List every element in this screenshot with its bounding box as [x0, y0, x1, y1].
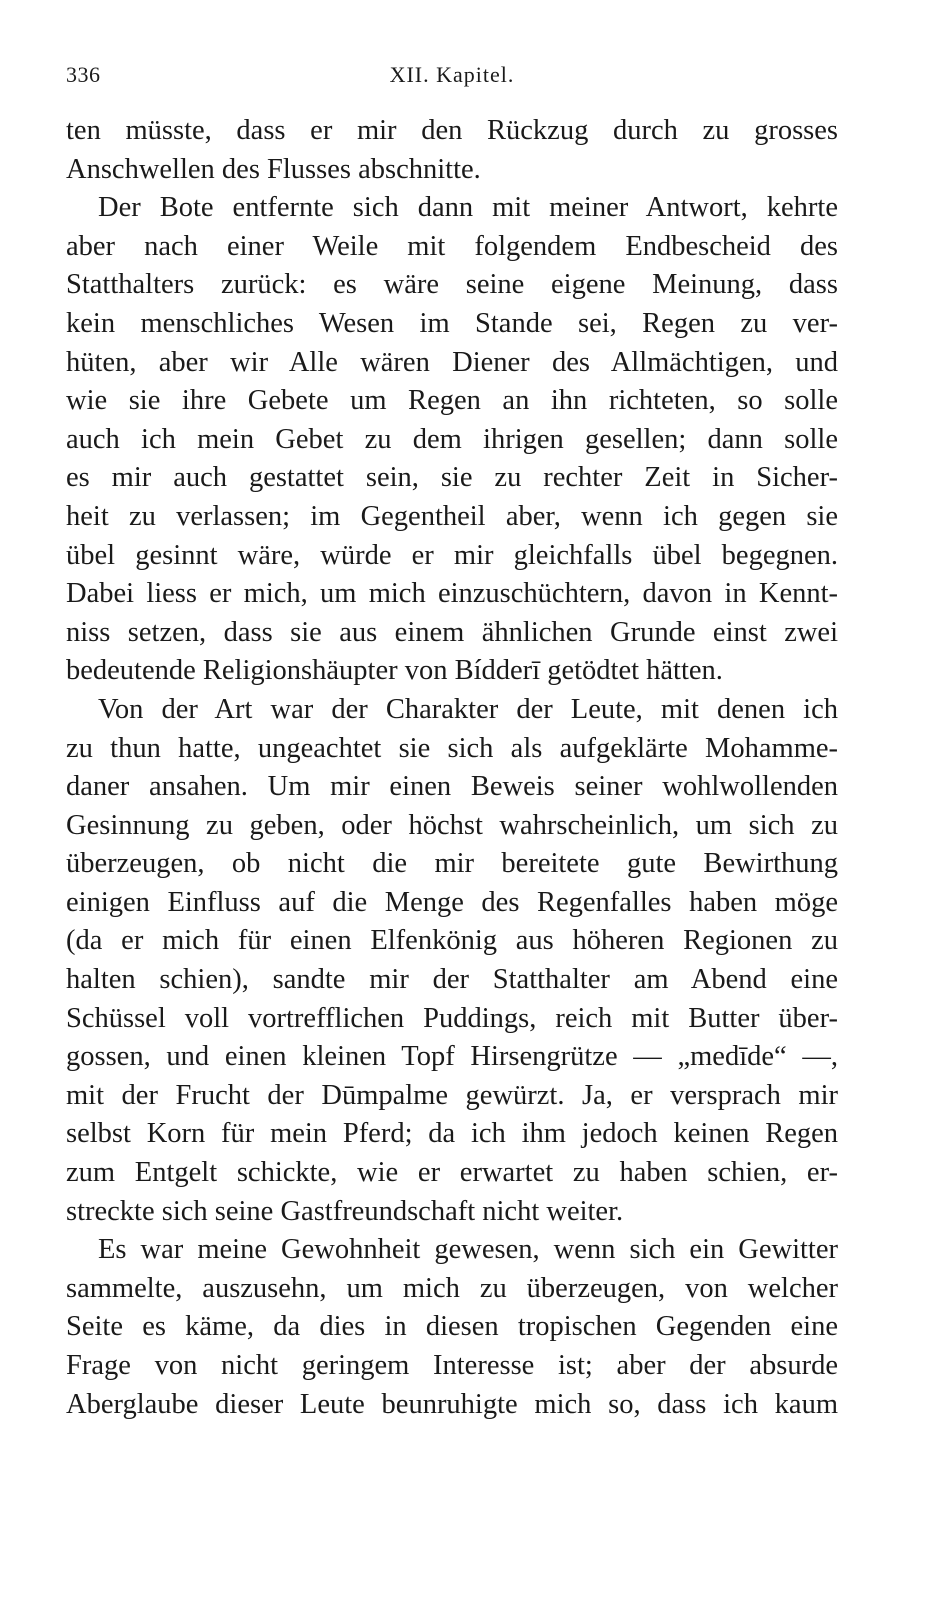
text-line: Frage von nicht geringem Interesse ist; aber der absurde: [66, 1350, 838, 1381]
text-line: ten müsste, dass er mir den Rückzug durch zu grosses: [66, 115, 838, 146]
text-line: es mir auch gestattet sein, sie zu rechter Zeit in Sicher-: [66, 462, 838, 494]
text-line: heit zu verlassen; im Gegentheil aber, wenn ich gegen sie: [66, 500, 838, 532]
text-line: mit der Frucht der Dūmpalme gewürzt. Ja, er versprach mir: [66, 1079, 838, 1111]
text-line: übel gesinnt wäre, würde er mir gleichfalls übel begegnen.: [66, 539, 838, 571]
text-line: (da er mich für einen Elfenkönig aus höheren Regionen zu: [66, 925, 838, 957]
body-text: [66, 112, 838, 1424]
text-line: niss setzen, dass sie aus einem ähnlichen Grunde einst zwei: [66, 616, 838, 648]
running-header: [66, 62, 838, 92]
paragraph: [66, 691, 838, 1231]
text-line: Seite es käme, da dies in diesen tropischen Gegenden eine: [66, 1311, 838, 1343]
text-line: Der Bote entfernte sich dann mit meiner Antwort, kehrte: [98, 192, 838, 224]
text-line: gossen, und einen kleinen Topf Hirsengrütze — „medīde“ —,: [66, 1041, 838, 1073]
page-number: 336: [66, 62, 101, 87]
text-line: halten schien), sandte mir der Statthalter am Abend eine: [66, 964, 838, 996]
text-line: aber nach einer Weile mit folgendem Endbescheid des: [66, 230, 838, 262]
text-line: zu thun hatte, ungeachtet sie sich als aufgeklärte Mohamme-: [66, 732, 838, 764]
text-line: Aberglaube dieser Leute beunruhigte mich so, dass ich kaum: [66, 1388, 838, 1420]
text-line: Es war meine Gewohnheit gewesen, wenn sich ein Gewitter: [98, 1234, 838, 1266]
text-line: Anschwellen des Flusses abschnitte.: [66, 153, 481, 185]
text-line: auch ich mein Gebet zu dem ihrigen gesellen; dann solle: [66, 423, 838, 455]
text-line: Gesinnung zu geben, oder höchst wahrscheinlich, um sich zu: [66, 809, 838, 841]
text-line: daner ansahen. Um mir einen Beweis seiner wohlwollenden: [66, 771, 838, 803]
text-line: zum Entgelt schickte, wie er erwartet zu haben schien, er-: [66, 1157, 838, 1189]
paragraph: [66, 112, 838, 189]
text-line: kein menschliches Wesen im Stande sei, Regen zu ver-: [66, 307, 838, 339]
paragraph: [66, 1231, 838, 1424]
text-line: bedeutende Religionshäupter von Bídderī getödtet hätten.: [66, 655, 723, 687]
text-line: sammelte, auszusehn, um mich zu überzeugen, von welcher: [66, 1272, 838, 1304]
text-line: einigen Einfluss auf die Menge des Regenfalles haben möge: [66, 886, 838, 918]
text-line: Von der Art war der Charakter der Leute, mit denen ich: [98, 693, 838, 725]
text-line: streckte sich seine Gastfreundschaft nicht weiter.: [66, 1195, 624, 1227]
text-line: Statthalters zurück: es wäre seine eigene Meinung, dass: [66, 269, 838, 301]
text-line: selbst Korn für mein Pferd; da ich ihm jedoch keinen Regen: [66, 1118, 838, 1150]
text-line: Dabei liess er mich, um mich einzuschüchtern, davon in Kennt-: [66, 578, 838, 610]
text-line: hüten, aber wir Alle wären Diener des Allmächtigen, und: [66, 346, 838, 378]
text-line: überzeugen, ob nicht die mir bereitete gute Bewirthung: [66, 848, 838, 880]
text-line: wie sie ihre Gebete um Regen an ihn richteten, so solle: [66, 385, 838, 417]
paragraph: [66, 189, 838, 691]
chapter-title: XII. Kapitel.: [389, 62, 515, 87]
text-line: Schüssel voll vortrefflichen Puddings, reich mit Butter über-: [66, 1002, 838, 1034]
